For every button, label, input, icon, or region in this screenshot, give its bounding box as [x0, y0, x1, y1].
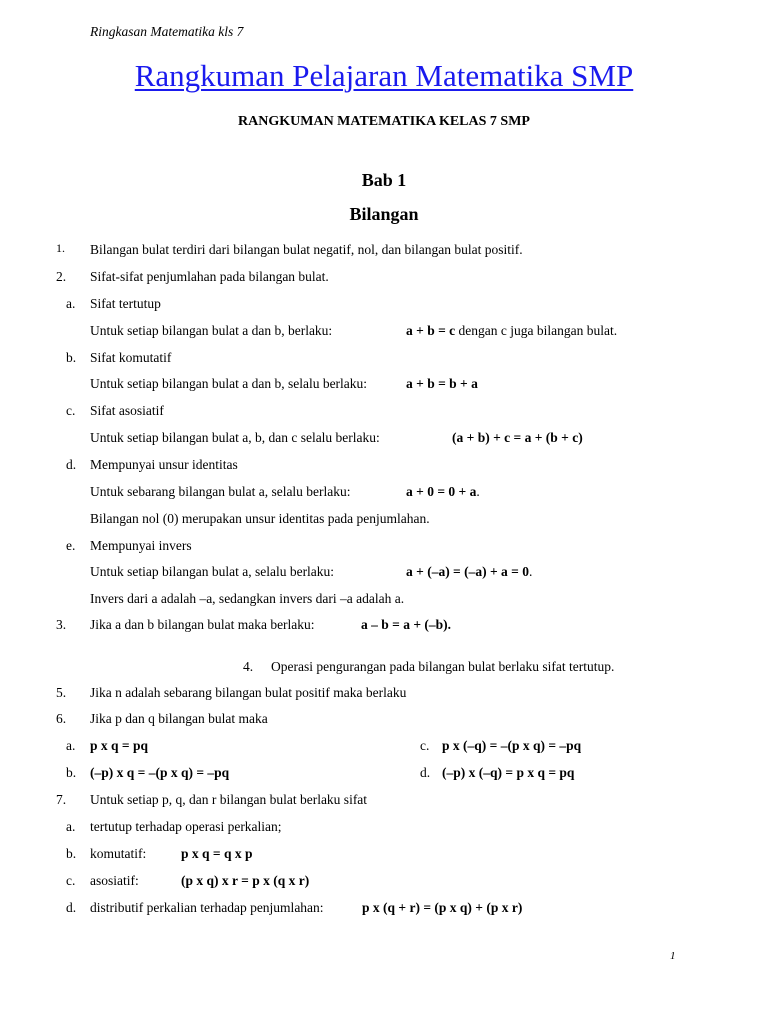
sub-text: Untuk setiap bilangan bulat a, selalu berlaku:: [90, 564, 335, 579]
sub-title: Sifat asosiatif: [90, 403, 164, 418]
sub-label: d.: [66, 900, 77, 915]
sub-label: a.: [66, 819, 76, 834]
list-number: 2.: [56, 269, 67, 284]
chapter-name: Bilangan: [349, 204, 419, 224]
sub-text: asosiatif:: [90, 873, 139, 888]
list-item: Bilangan bulat terdiri dari bilangan bulat negatif, nol, dan bilangan bulat positif.: [90, 242, 523, 257]
formula: (p x q) x r = p x (q x r): [181, 873, 310, 888]
page-number: 1: [670, 950, 676, 962]
formula: p x (–q) = –(p x q) = –pq: [442, 738, 582, 753]
list-number: 5.: [56, 685, 67, 700]
sub-text: komutatif:: [90, 846, 147, 861]
list-number: 3.: [56, 617, 67, 632]
sub-text: Untuk setiap bilangan bulat a dan b, selalu berlaku:: [90, 376, 368, 391]
formula-line: [406, 564, 532, 580]
sub-title: Mempunyai invers: [90, 538, 192, 553]
formula: a + b = b + a: [406, 376, 478, 391]
sub-text: Untuk setiap bilangan bulat a dan b, berlaku:: [90, 323, 333, 338]
list-number: 4.: [243, 659, 254, 674]
formula-line: [406, 323, 617, 339]
sub-text: Untuk setiap bilangan bulat a, b, dan c selalu berlaku:: [90, 430, 380, 445]
page-title[interactable]: Rangkuman Pelajaran Matematika SMP: [134, 58, 634, 93]
formula: (a + b) + c = a + (b + c): [452, 430, 583, 445]
list-item: Jika a dan b bilangan bulat maka berlaku:: [90, 617, 315, 632]
sub-title: Sifat komutatif: [90, 350, 172, 365]
sub-label: e.: [66, 538, 76, 553]
formula-suffix: dengan c juga bilangan bulat.: [455, 323, 618, 338]
sub-label: c.: [420, 738, 430, 753]
formula: a + (–a) = (–a) + a = 0: [406, 564, 530, 579]
sub-label: c.: [66, 403, 76, 418]
sub-text: Untuk sebarang bilangan bulat a, selalu berlaku:: [90, 484, 351, 499]
sub-label: d.: [66, 457, 77, 472]
formula-line: [406, 484, 480, 500]
list-item: Jika p dan q bilangan bulat maka: [90, 711, 268, 726]
sub-note: Invers dari a adalah –a, sedangkan invers dari –a adalah a.: [90, 591, 405, 606]
formula: a – b = a + (–b).: [361, 617, 452, 632]
list-number: 6.: [56, 711, 67, 726]
sub-label: b.: [66, 765, 77, 780]
list-number: 7.: [56, 792, 67, 807]
sub-label: b.: [66, 846, 77, 861]
list-item: Jika n adalah sebarang bilangan bulat positif maka berlaku: [90, 685, 407, 700]
formula-suffix: .: [529, 564, 533, 579]
formula: (–p) x (–q) = p x q = pq: [442, 765, 575, 780]
sub-title: Sifat tertutup: [90, 296, 161, 311]
sub-title: Mempunyai unsur identitas: [90, 457, 238, 472]
formula: p x q = q x p: [181, 846, 253, 861]
chapter-heading: Bab 1: [361, 170, 407, 190]
list-number: 1.: [56, 241, 65, 255]
list-item: Sifat-sifat penjumlahan pada bilangan bulat.: [90, 269, 329, 284]
formula: a + 0 = 0 + a: [406, 484, 477, 499]
list-item: Operasi pengurangan pada bilangan bulat berlaku sifat tertutup.: [271, 659, 615, 674]
formula-suffix: .: [476, 484, 480, 499]
sub-note: Bilangan nol (0) merupakan unsur identitas pada penjumlahan.: [90, 511, 430, 526]
formula: a + b = c: [406, 323, 456, 338]
formula: p x (q + r) = (p x q) + (p x r): [362, 900, 523, 915]
header-note: Ringkasan Matematika kls 7: [90, 24, 244, 39]
sub-label: b.: [66, 350, 77, 365]
formula: p x q = pq: [90, 738, 148, 753]
formula: (–p) x q = –(p x q) = –pq: [90, 765, 230, 780]
sub-text: tertutup terhadap operasi perkalian;: [90, 819, 282, 834]
subtitle: RANGKUMAN MATEMATIKA KELAS 7 SMP: [238, 114, 530, 129]
sub-label: a.: [66, 738, 76, 753]
list-item: Untuk setiap p, q, dan r bilangan bulat berlaku sifat: [90, 792, 368, 807]
sub-label: a.: [66, 296, 76, 311]
sub-label: c.: [66, 873, 76, 888]
sub-text: distributif perkalian terhadap penjumlahan:: [90, 900, 324, 915]
sub-label: d.: [420, 765, 431, 780]
